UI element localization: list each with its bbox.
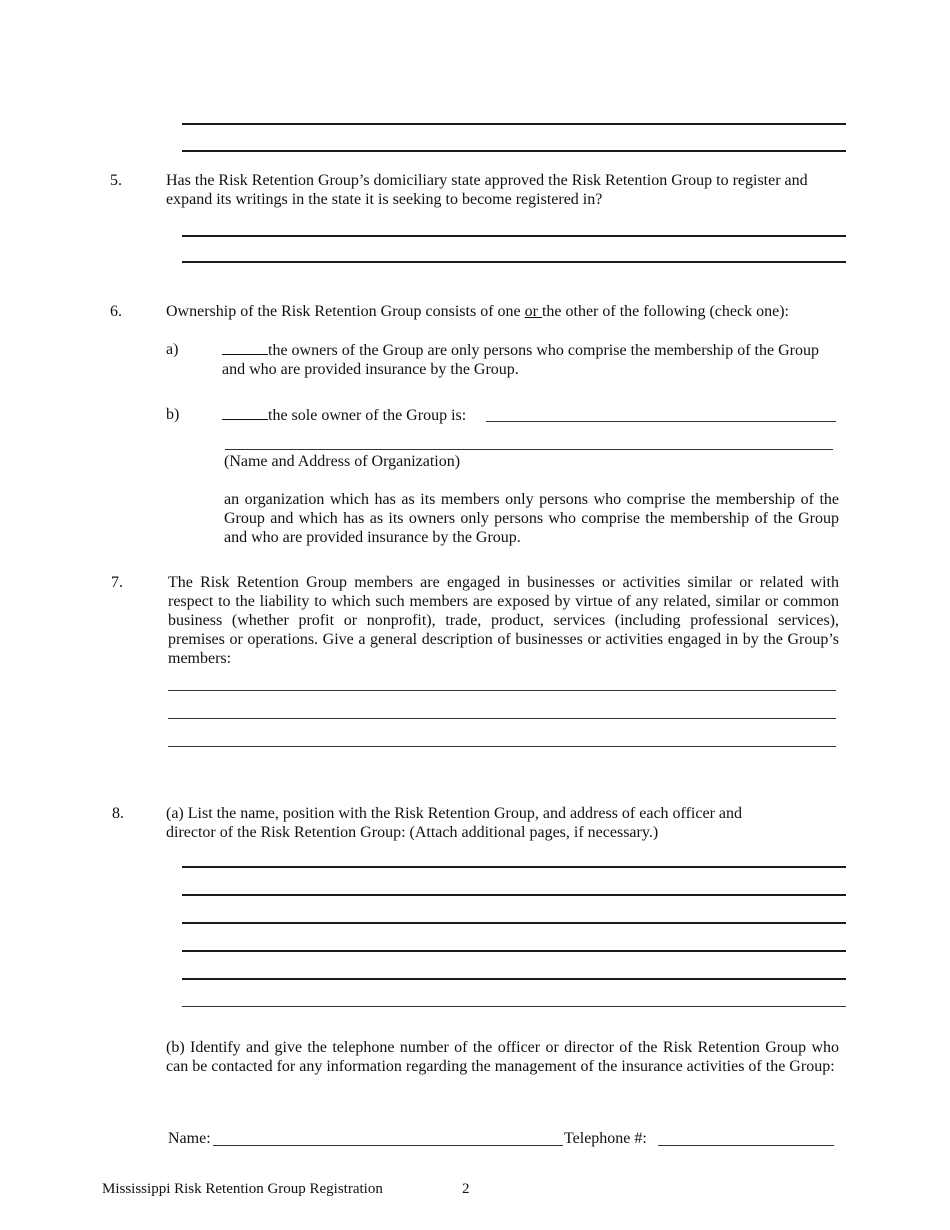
question-6-intro [166,302,846,321]
contact-telephone-label: Telephone #: [564,1130,647,1147]
q8-answer-line[interactable] [182,922,846,924]
option-b-description: an organization which has as its members only persons who comprise the membership of the Group and which has as its owners only persons who comprise the membership of the Group and who are provided insurance by the Group. [224,491,839,546]
question-5-number: 5. [110,172,122,189]
question-6-intro-end: the other of the following (check one): [541,303,789,320]
option-a [222,340,822,379]
q8-answer-line[interactable] [182,894,846,896]
q8-answer-line[interactable] [182,866,846,868]
sole-owner-name-line[interactable] [486,421,836,422]
option-a-checkbox-blank[interactable] [222,340,268,355]
question-6-intro-or: or [524,303,542,320]
question-5-text: Has the Risk Retention Group’s domiciliary state approved the Risk Retention Group to register and expand its writings in the state it is seeking to become registered in? [166,172,808,208]
question-7-number: 7. [111,574,123,591]
q5-answer-line[interactable] [182,235,846,237]
sole-owner-address-line[interactable] [225,449,833,450]
q8-answer-line[interactable] [182,978,846,980]
page-number: 2 [462,1181,470,1197]
q7-answer-line[interactable] [168,746,836,747]
q7-answer-line[interactable] [168,718,836,719]
organization-caption: (Name and Address of Organization) [224,453,461,470]
answer-line[interactable] [182,150,846,152]
question-8-number: 8. [112,805,124,822]
contact-name-line[interactable] [213,1145,563,1146]
question-7-text: The Risk Retention Group members are engaged in businesses or activities similar or related with respect to the liability to which such members are exposed by virtue of any related, similar or common business (whether profit or nonprofit), trade, product, services (including professional services), premises or operations. Give a general description of businesses or activities engaged in by the Group’s members: [168,574,839,667]
q7-answer-line[interactable] [168,690,836,691]
contact-telephone-line[interactable] [658,1145,834,1146]
footer-title: Mississippi Risk Retention Group Registration [102,1181,383,1197]
question-8b-text: (b) Identify and give the telephone number of the officer or director of the Risk Retention Group who can be contacted for any information regarding the management of the insurance activities of the Group: [166,1039,839,1075]
option-b-checkbox-blank[interactable] [222,405,268,420]
question-6-number: 6. [110,303,122,320]
option-b [222,405,842,425]
q8-answer-line[interactable] [182,1006,846,1007]
q8-answer-line[interactable] [182,950,846,952]
option-a-label: a) [166,341,179,358]
question-6-intro-start: Ownership of the Risk Retention Group consists of one [166,303,525,320]
answer-line[interactable] [182,123,846,125]
option-b-label: b) [166,406,180,423]
q5-answer-line[interactable] [182,261,846,263]
option-b-text: the sole owner of the Group is: [268,407,467,424]
contact-name-label: Name: [168,1130,211,1147]
question-8a-text: (a) List the name, position with the Risk Retention Group, and address of each officer and director of the Risk Retention Group: (Attach additional pages, if necessary.) [166,805,742,841]
option-a-text: the owners of the Group are only persons who comprise the membership of the Group and who are provided insurance by the Group. [222,342,819,378]
